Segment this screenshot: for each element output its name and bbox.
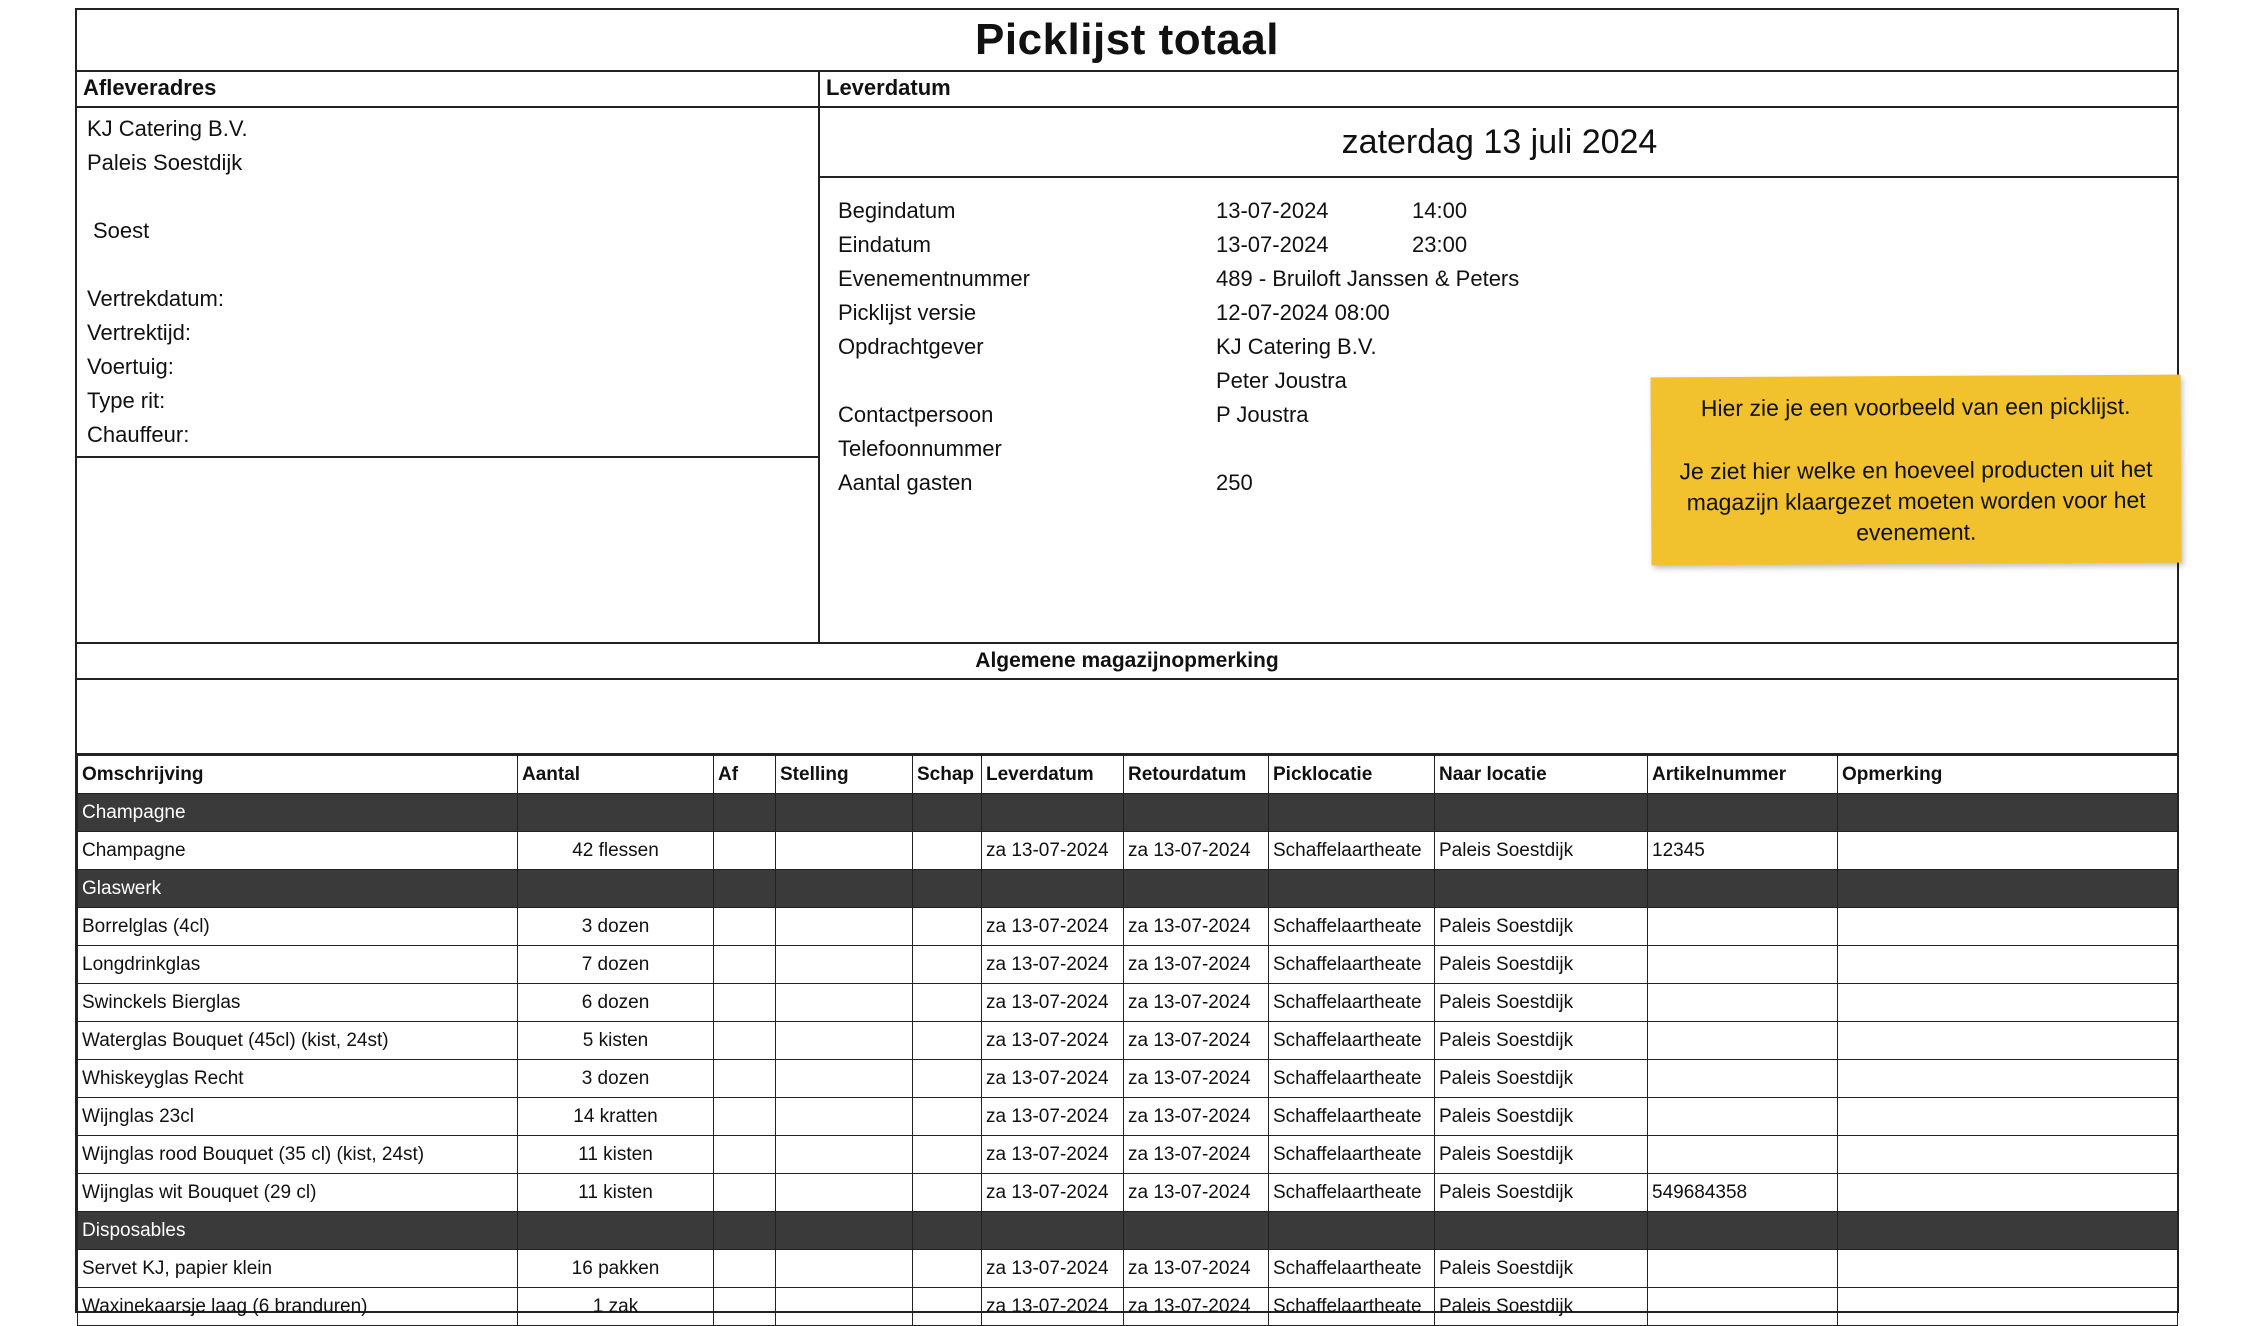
column-header: Artikelnummer <box>1648 756 1838 794</box>
table-cell <box>913 1250 982 1288</box>
table-cell <box>913 946 982 984</box>
table-cell: za 13-07-2024 <box>982 1022 1124 1060</box>
table-cell <box>776 1250 913 1288</box>
table-header-row <box>78 756 2178 794</box>
table-cell <box>714 984 776 1022</box>
table-cell <box>1838 1288 2178 1326</box>
table-row <box>78 1098 2178 1136</box>
category-cell <box>1648 870 1838 908</box>
category-cell <box>1435 794 1648 832</box>
table-cell: za 13-07-2024 <box>1124 946 1269 984</box>
category-cell <box>714 1212 776 1250</box>
column-header: Schap <box>913 756 982 794</box>
column-header: Aantal <box>518 756 714 794</box>
field-vertrektijd: Vertrektijd: <box>87 320 191 345</box>
table-cell <box>776 1098 913 1136</box>
delivery-date: zaterdag 13 juli 2024 <box>820 108 2179 178</box>
field-chauffeur: Chauffeur: <box>87 422 190 447</box>
table-cell: Paleis Soestdijk <box>1435 946 1648 984</box>
category-cell <box>913 794 982 832</box>
category-cell <box>982 870 1124 908</box>
table-row <box>78 1022 2178 1060</box>
detail-label <box>838 364 1216 398</box>
field-vertrekdatum: Vertrekdatum: <box>87 286 224 311</box>
table-cell: Schaffelaartheate <box>1269 1060 1435 1098</box>
category-label: Glaswerk <box>78 870 518 908</box>
table-row <box>78 1060 2178 1098</box>
category-cell <box>518 794 714 832</box>
detail-label: Aantal gasten <box>838 470 973 495</box>
category-cell <box>1838 794 2178 832</box>
detail-label: Telefoonnummer <box>838 436 1002 461</box>
category-cell <box>1435 870 1648 908</box>
detail-label: Evenementnummer <box>838 266 1030 291</box>
table-cell: Schaffelaartheate <box>1269 1098 1435 1136</box>
detail-label: Eindatum <box>838 232 931 257</box>
table-cell: Paleis Soestdijk <box>1435 1060 1648 1098</box>
table-cell: Servet KJ, papier klein <box>78 1250 518 1288</box>
category-cell <box>1838 1212 2178 1250</box>
table-cell <box>714 1098 776 1136</box>
table-cell <box>913 1174 982 1212</box>
category-cell <box>1269 870 1435 908</box>
table-row <box>78 1174 2178 1212</box>
detail-label: Contactpersoon <box>838 402 994 427</box>
table-cell <box>776 832 913 870</box>
table-cell <box>1648 1288 1838 1326</box>
delivery-address-box <box>77 108 818 458</box>
table-cell: za 13-07-2024 <box>1124 1250 1269 1288</box>
table-cell: za 13-07-2024 <box>982 984 1124 1022</box>
table-cell <box>1838 908 2178 946</box>
table-cell <box>1838 984 2178 1022</box>
table-cell <box>1648 1022 1838 1060</box>
table-cell <box>1648 1098 1838 1136</box>
table-cell: za 13-07-2024 <box>1124 1060 1269 1098</box>
table-cell <box>1648 1136 1838 1174</box>
detail-label: Opdrachtgever <box>838 334 984 359</box>
table-cell: Paleis Soestdijk <box>1435 1022 1648 1060</box>
table-cell: Waxinekaarsje laag (6 branduren) <box>78 1288 518 1326</box>
table-cell <box>1838 1174 2178 1212</box>
table-cell: Schaffelaartheate <box>1269 1022 1435 1060</box>
category-cell <box>1838 870 2178 908</box>
category-cell <box>913 1212 982 1250</box>
column-header: Af <box>714 756 776 794</box>
detail-value: Peter Joustra <box>1216 368 1347 393</box>
detail-row <box>838 262 2179 296</box>
table-row <box>78 908 2178 946</box>
table-cell: za 13-07-2024 <box>982 1060 1124 1098</box>
category-label: Disposables <box>78 1212 518 1250</box>
category-cell <box>1648 1212 1838 1250</box>
table-cell: Champagne <box>78 832 518 870</box>
detail-value: 13-07-2024 <box>1216 232 1329 257</box>
table-cell <box>714 1022 776 1060</box>
table-cell: Longdrinkglas <box>78 946 518 984</box>
delivery-address-header: Afleveradres <box>77 70 818 108</box>
table-cell <box>913 984 982 1022</box>
table-cell <box>714 1136 776 1174</box>
table-cell: 11 kisten <box>518 1136 714 1174</box>
table-cell: Schaffelaartheate <box>1269 908 1435 946</box>
table-cell: za 13-07-2024 <box>982 832 1124 870</box>
detail-row <box>838 296 2179 330</box>
table-cell <box>776 1288 913 1326</box>
table-cell <box>913 1288 982 1326</box>
table-cell: 7 dozen <box>518 946 714 984</box>
table-cell: Paleis Soestdijk <box>1435 984 1648 1022</box>
table-cell: 3 dozen <box>518 1060 714 1098</box>
table-cell: 5 kisten <box>518 1022 714 1060</box>
table-body <box>78 794 2178 1326</box>
table-cell <box>714 1250 776 1288</box>
table-cell: za 13-07-2024 <box>982 946 1124 984</box>
column-header: Picklocatie <box>1269 756 1435 794</box>
delivery-date-header: Leverdatum <box>820 70 2179 108</box>
table-cell <box>1648 908 1838 946</box>
table-cell <box>913 1136 982 1174</box>
table-row <box>78 946 2178 984</box>
warehouse-remark-body <box>77 680 2177 755</box>
table-cell: za 13-07-2024 <box>1124 1136 1269 1174</box>
table-cell: Paleis Soestdijk <box>1435 1098 1648 1136</box>
table-cell <box>776 1060 913 1098</box>
table-cell <box>913 1022 982 1060</box>
detail-value: 489 - Bruiloft Janssen & Peters <box>1216 266 1520 291</box>
table-cell: Schaffelaartheate <box>1269 1288 1435 1326</box>
table-cell <box>1838 1136 2178 1174</box>
table-cell <box>776 984 913 1022</box>
table-row <box>78 984 2178 1022</box>
table-cell <box>1648 1250 1838 1288</box>
table-cell: Schaffelaartheate <box>1269 946 1435 984</box>
table-cell: 6 dozen <box>518 984 714 1022</box>
table-cell <box>776 1136 913 1174</box>
table-cell <box>1838 1098 2178 1136</box>
table-cell: za 13-07-2024 <box>982 1250 1124 1288</box>
note-line-2: Je ziet hier welke en hoeveel producten uit het magazijn klaargezet moeten worden voor het evenement. <box>1679 455 2153 546</box>
category-cell <box>913 870 982 908</box>
table-cell: za 13-07-2024 <box>1124 908 1269 946</box>
table-cell: za 13-07-2024 <box>1124 832 1269 870</box>
column-header: Naar locatie <box>1435 756 1648 794</box>
detail-time: 14:00 <box>1412 198 1468 223</box>
table-cell <box>714 1060 776 1098</box>
table-row <box>78 1250 2178 1288</box>
table-cell: Wijnglas 23cl <box>78 1098 518 1136</box>
table-row <box>78 832 2178 870</box>
table-cell: Paleis Soestdijk <box>1435 832 1648 870</box>
category-cell <box>982 794 1124 832</box>
table-cell: Swinckels Bierglas <box>78 984 518 1022</box>
table-cell: 1 zak <box>518 1288 714 1326</box>
table-cell: Schaffelaartheate <box>1269 1250 1435 1288</box>
detail-row <box>838 194 2179 228</box>
table-cell: Wijnglas rood Bouquet (35 cl) (kist, 24st) <box>78 1136 518 1174</box>
note-line-1: Hier zie je een voorbeeld van een picklijst. <box>1700 392 2131 422</box>
table-cell <box>1648 984 1838 1022</box>
table-cell <box>1838 946 2178 984</box>
title-row <box>77 10 2177 72</box>
field-type-rit: Type rit: <box>87 388 166 413</box>
table-cell: za 13-07-2024 <box>982 908 1124 946</box>
table-cell: 14 kratten <box>518 1098 714 1136</box>
table-cell <box>776 908 913 946</box>
detail-label: Begindatum <box>838 198 956 223</box>
table-cell <box>913 908 982 946</box>
address-line-city: Soest <box>93 218 150 243</box>
detail-value: 250 <box>1216 470 1253 495</box>
table-row <box>78 1288 2178 1326</box>
table-cell: za 13-07-2024 <box>982 1288 1124 1326</box>
page-title: Picklijst totaal <box>975 15 1279 64</box>
table-cell <box>714 1174 776 1212</box>
table-cell: Paleis Soestdijk <box>1435 1136 1648 1174</box>
detail-value: KJ Catering B.V. <box>1216 334 1377 359</box>
category-cell <box>1435 1212 1648 1250</box>
table-cell <box>714 832 776 870</box>
table-cell <box>714 908 776 946</box>
table-cell: za 13-07-2024 <box>982 1098 1124 1136</box>
table-cell <box>913 1060 982 1098</box>
table-cell <box>913 1098 982 1136</box>
column-header: Leverdatum <box>982 756 1124 794</box>
category-cell <box>1124 1212 1269 1250</box>
category-cell <box>1269 794 1435 832</box>
category-cell <box>776 794 913 832</box>
table-cell: 11 kisten <box>518 1174 714 1212</box>
table-cell: Paleis Soestdijk <box>1435 1250 1648 1288</box>
category-cell <box>518 1212 714 1250</box>
category-row <box>78 1212 2178 1250</box>
table-cell: za 13-07-2024 <box>1124 984 1269 1022</box>
category-cell <box>714 870 776 908</box>
table-cell: za 13-07-2024 <box>1124 1098 1269 1136</box>
detail-row <box>838 330 2179 364</box>
table-cell <box>1838 832 2178 870</box>
delivery-address-block <box>77 70 820 642</box>
detail-value: 13-07-2024 <box>1216 198 1329 223</box>
category-cell <box>1269 1212 1435 1250</box>
table-cell: Schaffelaartheate <box>1269 832 1435 870</box>
column-header: Omschrijving <box>78 756 518 794</box>
table-cell: za 13-07-2024 <box>1124 1288 1269 1326</box>
sticky-note <box>1651 375 2182 566</box>
detail-time: 23:00 <box>1412 232 1468 257</box>
category-row <box>78 794 2178 832</box>
table-cell <box>1838 1060 2178 1098</box>
column-header: Stelling <box>776 756 913 794</box>
table-cell <box>776 1022 913 1060</box>
table-cell <box>1838 1250 2178 1288</box>
table-cell: Waterglas Bouquet (45cl) (kist, 24st) <box>78 1022 518 1060</box>
detail-value: P Joustra <box>1216 402 1309 427</box>
table-cell: Schaffelaartheate <box>1269 1174 1435 1212</box>
table-cell: 42 flessen <box>518 832 714 870</box>
table-cell: za 13-07-2024 <box>1124 1174 1269 1212</box>
table-cell: Borrelglas (4cl) <box>78 908 518 946</box>
table-cell <box>776 946 913 984</box>
category-label: Champagne <box>78 794 518 832</box>
category-cell <box>1124 794 1269 832</box>
table-cell: Wijnglas wit Bouquet (29 cl) <box>78 1174 518 1212</box>
detail-row <box>838 228 2179 262</box>
table-cell: 16 pakken <box>518 1250 714 1288</box>
table-cell <box>714 1288 776 1326</box>
table-cell: Paleis Soestdijk <box>1435 1174 1648 1212</box>
table-cell <box>1648 946 1838 984</box>
category-cell <box>518 870 714 908</box>
table-cell <box>776 1174 913 1212</box>
table-row <box>78 1136 2178 1174</box>
table-cell: 3 dozen <box>518 908 714 946</box>
category-cell <box>1648 794 1838 832</box>
detail-label: Picklijst versie <box>838 300 977 325</box>
column-header: Opmerking <box>1838 756 2178 794</box>
address-line-company: KJ Catering B.V. <box>87 116 248 141</box>
detail-value: 12-07-2024 08:00 <box>1216 300 1390 325</box>
table-cell: za 13-07-2024 <box>1124 1022 1269 1060</box>
table-cell: Whiskeyglas Recht <box>78 1060 518 1098</box>
table-cell <box>1648 1060 1838 1098</box>
category-cell <box>982 1212 1124 1250</box>
field-voertuig: Voertuig: <box>87 354 174 379</box>
category-cell <box>776 1212 913 1250</box>
picklist-sheet <box>75 8 2179 1317</box>
table-cell: Schaffelaartheate <box>1269 1136 1435 1174</box>
table-cell: za 13-07-2024 <box>982 1136 1124 1174</box>
warehouse-remark-header: Algemene magazijnopmerking <box>77 642 2177 680</box>
table-cell <box>913 832 982 870</box>
table-cell: Paleis Soestdijk <box>1435 908 1648 946</box>
table-cell: Paleis Soestdijk <box>1435 1288 1648 1326</box>
table-cell: 12345 <box>1648 832 1838 870</box>
category-cell <box>1124 870 1269 908</box>
table-cell: Schaffelaartheate <box>1269 984 1435 1022</box>
category-cell <box>714 794 776 832</box>
table-cell: 549684358 <box>1648 1174 1838 1212</box>
table-cell <box>714 946 776 984</box>
category-row <box>78 870 2178 908</box>
address-line-location: Paleis Soestdijk <box>87 150 243 175</box>
items-table <box>77 755 2178 1326</box>
column-header: Retourdatum <box>1124 756 1269 794</box>
table-cell <box>1838 1022 2178 1060</box>
category-cell <box>776 870 913 908</box>
table-cell: za 13-07-2024 <box>982 1174 1124 1212</box>
